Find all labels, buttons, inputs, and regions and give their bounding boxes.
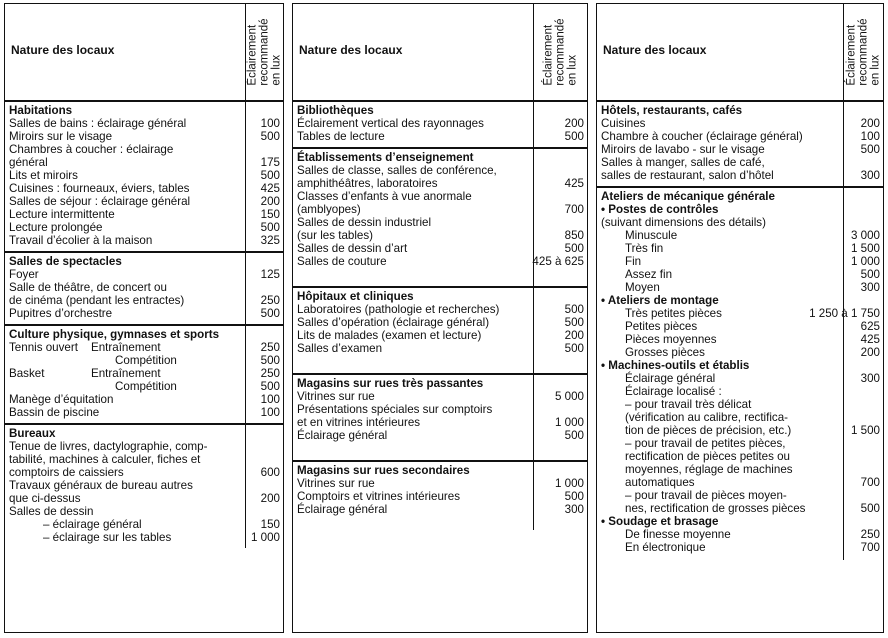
row-value: 500 <box>260 307 280 320</box>
table-row <box>597 143 883 156</box>
row-value: 200 <box>860 117 880 130</box>
table-row <box>597 333 883 346</box>
row-label: Salles de couture <box>297 255 387 268</box>
row-value: 250 <box>260 341 280 354</box>
row-label: Fin <box>625 255 642 268</box>
row-label: Minuscule <box>625 229 678 242</box>
row-value: 1 500 <box>850 242 880 255</box>
header-eclairage-cell <box>534 4 587 100</box>
row-label: amphithéâtres, laboratoires <box>297 177 438 190</box>
header-eclairage-label: Éclairement recommandé en lux <box>845 18 882 86</box>
section-title: Habitations <box>9 104 73 117</box>
row-value: 300 <box>860 372 880 385</box>
table-3 <box>596 3 884 633</box>
row-label: (sur les tables) <box>297 229 374 242</box>
row-value: 3 000 <box>850 229 880 242</box>
table-row <box>597 476 883 489</box>
table-row <box>293 429 587 442</box>
table-row <box>5 281 283 294</box>
table-row <box>597 528 883 541</box>
table-row <box>293 329 587 342</box>
row-label: et en vitrines intérieures <box>297 416 421 429</box>
row-value: 425 <box>860 333 880 346</box>
header-nature-label: Nature des locaux <box>11 43 115 57</box>
table-row <box>597 502 883 515</box>
table-2 <box>292 3 588 633</box>
row-sublabel: Compétition <box>115 354 177 367</box>
table-section <box>5 253 283 326</box>
section-title: Bibliothèques <box>297 104 374 117</box>
row-label: Grosses pièces <box>625 346 705 359</box>
header-eclairage-label: Éclairement recommandé en lux <box>542 18 579 86</box>
row-label: Salles à manger, salles de café, <box>601 156 765 169</box>
row-value: 500 <box>260 380 280 393</box>
row-label: moyennes, réglage de machines <box>625 463 793 476</box>
row-value: 5 000 <box>554 390 584 403</box>
row-label: tion de pièces de précision, etc.) <box>625 424 792 437</box>
section-title: Hôpitaux et cliniques <box>297 290 414 303</box>
row-label: Lits de malades (examen et lecture) <box>297 329 482 342</box>
row-value: 100 <box>260 117 280 130</box>
table-row <box>597 463 883 476</box>
row-value: 500 <box>564 316 584 329</box>
row-value: 500 <box>564 130 584 143</box>
row-value: 1 000 <box>250 531 280 544</box>
table-section <box>293 288 587 375</box>
row-value: 150 <box>260 518 280 531</box>
row-label: • Machines-outils et établis <box>601 359 750 372</box>
row-label: Petites pièces <box>625 320 698 333</box>
row-label: – éclairage sur les tables <box>43 531 172 544</box>
row-label: Comptoirs et vitrines intérieures <box>297 490 461 503</box>
table-row <box>597 541 883 554</box>
table-row <box>5 354 283 367</box>
row-label: • Soudage et brasage <box>601 515 719 528</box>
row-value: 500 <box>260 130 280 143</box>
row-value: 325 <box>260 234 280 247</box>
row-value: 150 <box>260 208 280 221</box>
row-value: 100 <box>260 393 280 406</box>
row-label: Lecture intermittente <box>9 208 115 221</box>
table-header <box>5 4 283 102</box>
row-label: Très petites pièces <box>625 307 722 320</box>
table-row <box>5 117 283 130</box>
table-row <box>5 492 283 505</box>
row-label: Lecture prolongée <box>9 221 103 234</box>
table-row <box>5 518 283 531</box>
row-label: (vérification au calibre, rectifica- <box>625 411 789 424</box>
table-row <box>5 307 283 320</box>
table-row <box>597 156 883 169</box>
section-title: Établissements d’enseignement <box>297 151 474 164</box>
row-label: • Ateliers de montage <box>601 294 719 307</box>
row-label: Éclairage général <box>625 372 716 385</box>
row-label: Chambre à coucher (éclairage général) <box>601 130 803 143</box>
table-section <box>597 188 883 560</box>
row-value: 1 000 <box>850 255 880 268</box>
row-value: 500 <box>260 221 280 234</box>
table-row <box>597 203 883 216</box>
row-label: Cuisines <box>601 117 646 130</box>
row-value: 1 000 <box>554 477 584 490</box>
table-row <box>5 479 283 492</box>
row-value: 250 <box>260 367 280 380</box>
table-row <box>597 320 883 333</box>
table-row <box>293 390 587 403</box>
header-nature-label: Nature des locaux <box>299 43 403 57</box>
row-label: Pièces moyennes <box>625 333 717 346</box>
row-value: 300 <box>860 281 880 294</box>
table-body <box>5 102 283 548</box>
row-value: 850 <box>564 229 584 242</box>
row-label: Miroirs sur le visage <box>9 130 113 143</box>
row-label: Salles de bains : éclairage général <box>9 117 187 130</box>
table-row <box>597 515 883 528</box>
table-header <box>293 4 587 102</box>
row-label: Salles d’examen <box>297 342 383 355</box>
row-label: tabilité, machines à calculer, fiches et <box>9 453 201 466</box>
table-section <box>293 462 587 530</box>
table-row <box>293 477 587 490</box>
row-value: 300 <box>860 169 880 182</box>
row-sublabel: Entraînement <box>91 367 161 380</box>
table-row <box>5 182 283 195</box>
table-row <box>597 130 883 143</box>
row-label: • Postes de contrôles <box>601 203 719 216</box>
table-row <box>293 342 587 355</box>
row-value: 1 250 à 1 750 <box>809 307 880 320</box>
table-section <box>5 425 283 548</box>
row-label: Très fin <box>625 242 664 255</box>
row-label: automatiques <box>625 476 695 489</box>
row-label: salles de restaurant, salon d’hôtel <box>601 169 774 182</box>
row-value: 425 à 625 <box>532 255 584 268</box>
row-label: Cuisines : fourneaux, éviers, tables <box>9 182 190 195</box>
table-row <box>5 294 283 307</box>
row-label: Moyen <box>625 281 660 294</box>
row-label: nes, rectification de grosses pièces <box>625 502 806 515</box>
row-label: En électronique <box>625 541 706 554</box>
table-row <box>5 505 283 518</box>
table-row <box>5 393 283 406</box>
table-row <box>597 385 883 398</box>
row-value: 200 <box>564 117 584 130</box>
row-label: Éclairement vertical des rayonnages <box>297 117 484 130</box>
row-value: 200 <box>260 492 280 505</box>
table-section <box>293 149 587 288</box>
row-label: Salles de classe, salles de conférence, <box>297 164 497 177</box>
row-label: Foyer <box>9 268 39 281</box>
row-value: 425 <box>260 182 280 195</box>
row-label: Travail d’écolier à la maison <box>9 234 153 247</box>
row-label: Pupitres d’orchestre <box>9 307 113 320</box>
table-row <box>293 203 587 216</box>
table-row <box>597 346 883 359</box>
row-label: Bassin de piscine <box>9 406 100 419</box>
table-row <box>5 221 283 234</box>
table-body <box>293 102 587 530</box>
table-row <box>5 143 283 156</box>
table-row <box>597 169 883 182</box>
row-label <box>5 354 9 367</box>
row-value: 700 <box>860 541 880 554</box>
table-row <box>293 316 587 329</box>
section-title: Culture physique, gymnases et sports <box>9 328 220 341</box>
table-row <box>597 281 883 294</box>
table-row <box>293 303 587 316</box>
table-row <box>5 169 283 182</box>
table-row <box>293 164 587 177</box>
table-row <box>5 268 283 281</box>
table-row <box>5 208 283 221</box>
table-row <box>597 398 883 411</box>
row-value: 500 <box>860 502 880 515</box>
row-value: 200 <box>860 346 880 359</box>
table-row <box>597 117 883 130</box>
table-row <box>293 503 587 516</box>
table-row <box>597 489 883 502</box>
row-label: Salles de dessin industriel <box>297 216 432 229</box>
section-title: Salles de spectacles <box>9 255 122 268</box>
row-value: 100 <box>260 406 280 419</box>
row-label: – pour travail très délicat <box>625 398 752 411</box>
row-label: Éclairage localisé : <box>625 385 722 398</box>
table-row <box>597 450 883 463</box>
table-row <box>293 177 587 190</box>
table-row <box>293 416 587 429</box>
table-row <box>5 367 283 380</box>
row-label: – pour travail de pièces moyen- <box>625 489 787 502</box>
row-value: 1 000 <box>554 416 584 429</box>
table-row <box>597 411 883 424</box>
row-value: 700 <box>860 476 880 489</box>
table-section <box>293 375 587 462</box>
row-label: général <box>9 156 48 169</box>
row-label: Éclairage général <box>297 429 388 442</box>
table-section <box>293 102 587 149</box>
table-row <box>5 156 283 169</box>
row-label: De finesse moyenne <box>625 528 731 541</box>
table-row <box>597 242 883 255</box>
row-label: Salles de séjour : éclairage général <box>9 195 191 208</box>
row-value: 500 <box>860 268 880 281</box>
row-label: comptoirs de caissiers <box>9 466 124 479</box>
row-label: (suivant dimensions des détails) <box>601 216 766 229</box>
table-row <box>597 437 883 450</box>
row-label <box>5 380 9 393</box>
row-value: 250 <box>260 294 280 307</box>
section-title: Ateliers de mécanique générale <box>601 190 775 203</box>
row-label: – pour travail de petites pièces, <box>625 437 786 450</box>
row-label: rectification de pièces petites ou <box>625 450 790 463</box>
row-value: 250 <box>860 528 880 541</box>
row-value: 700 <box>564 203 584 216</box>
row-label: Tenue de livres, dactylographie, comp- <box>9 440 208 453</box>
table-row <box>5 440 283 453</box>
row-label: Salles de dessin <box>9 505 94 518</box>
row-label: Tables de lecture <box>297 130 385 143</box>
row-label: Classes d’enfants à vue anormale <box>297 190 472 203</box>
table-row <box>293 255 587 268</box>
table-row <box>293 490 587 503</box>
row-value: 500 <box>564 490 584 503</box>
table-row <box>293 130 587 143</box>
row-label: Salles de dessin d’art <box>297 242 408 255</box>
row-value: 200 <box>564 329 584 342</box>
row-label: Présentations spéciales sur comptoirs <box>297 403 493 416</box>
table-row <box>597 359 883 372</box>
table-row <box>293 190 587 203</box>
table-row <box>5 341 283 354</box>
row-value: 1 500 <box>850 424 880 437</box>
row-label: Vitrines sur rue <box>297 477 375 490</box>
table-row <box>597 372 883 385</box>
row-label: Salles d’opération (éclairage général) <box>297 316 490 329</box>
row-label: Tennis ouvert <box>9 341 78 354</box>
row-label: – éclairage général <box>43 518 142 531</box>
row-label: Manège d’équitation <box>9 393 114 406</box>
table-row <box>293 242 587 255</box>
table-row <box>5 531 283 544</box>
row-label: Travaux généraux de bureau autres <box>9 479 193 492</box>
table-row <box>5 466 283 479</box>
row-label: Miroirs de lavabo - sur le visage <box>601 143 765 156</box>
header-eclairage-cell <box>844 4 883 100</box>
row-value: 300 <box>564 503 584 516</box>
row-label: Éclairage général <box>297 503 388 516</box>
table-section <box>5 326 283 425</box>
row-value: 500 <box>260 169 280 182</box>
row-value: 200 <box>260 195 280 208</box>
table-row <box>597 268 883 281</box>
row-value: 500 <box>564 342 584 355</box>
table-row <box>597 307 883 320</box>
row-label: Chambres à coucher : éclairage <box>9 143 174 156</box>
header-nature-label: Nature des locaux <box>603 43 707 57</box>
row-label: de cinéma (pendant les entractes) <box>9 294 185 307</box>
row-value: 500 <box>260 354 280 367</box>
table-row <box>5 406 283 419</box>
table-row <box>293 216 587 229</box>
table-row <box>5 380 283 393</box>
row-label: Lits et miroirs <box>9 169 78 182</box>
row-value: 500 <box>564 242 584 255</box>
row-label: Salle de théâtre, de concert ou <box>9 281 167 294</box>
row-label: Basket <box>9 367 45 380</box>
table-row <box>5 195 283 208</box>
row-value: 425 <box>564 177 584 190</box>
table-body <box>597 102 883 560</box>
table-section <box>5 102 283 253</box>
table-row <box>597 294 883 307</box>
table-1 <box>4 3 284 633</box>
row-value: 175 <box>260 156 280 169</box>
table-row <box>5 453 283 466</box>
row-value: 500 <box>564 303 584 316</box>
table-row <box>5 234 283 247</box>
row-value: 500 <box>860 143 880 156</box>
section-title: Magasins sur rues très passantes <box>297 377 484 390</box>
table-row <box>5 130 283 143</box>
table-row <box>293 117 587 130</box>
row-label: (amblyopes) <box>297 203 361 216</box>
table-row <box>597 424 883 437</box>
row-value: 100 <box>860 130 880 143</box>
row-label: Vitrines sur rue <box>297 390 375 403</box>
header-eclairage-label: Éclairement recommandé en lux <box>246 18 283 86</box>
table-row <box>293 229 587 242</box>
row-value: 600 <box>260 466 280 479</box>
section-title: Bureaux <box>9 427 56 440</box>
row-label: que ci-dessus <box>9 492 81 505</box>
table-header <box>597 4 883 102</box>
section-title: Hôtels, restaurants, cafés <box>601 104 743 117</box>
row-value: 625 <box>860 320 880 333</box>
row-value: 500 <box>564 429 584 442</box>
row-sublabel: Compétition <box>115 380 177 393</box>
row-sublabel: Entraînement <box>91 341 161 354</box>
table-row <box>597 255 883 268</box>
table-row <box>597 216 883 229</box>
row-label: Laboratoires (pathologie et recherches) <box>297 303 500 316</box>
section-title: Magasins sur rues secondaires <box>297 464 470 477</box>
table-row <box>597 229 883 242</box>
row-value: 125 <box>260 268 280 281</box>
row-label: Assez fin <box>625 268 673 281</box>
table-section <box>597 102 883 188</box>
table-row <box>293 403 587 416</box>
header-eclairage-cell <box>246 4 283 100</box>
